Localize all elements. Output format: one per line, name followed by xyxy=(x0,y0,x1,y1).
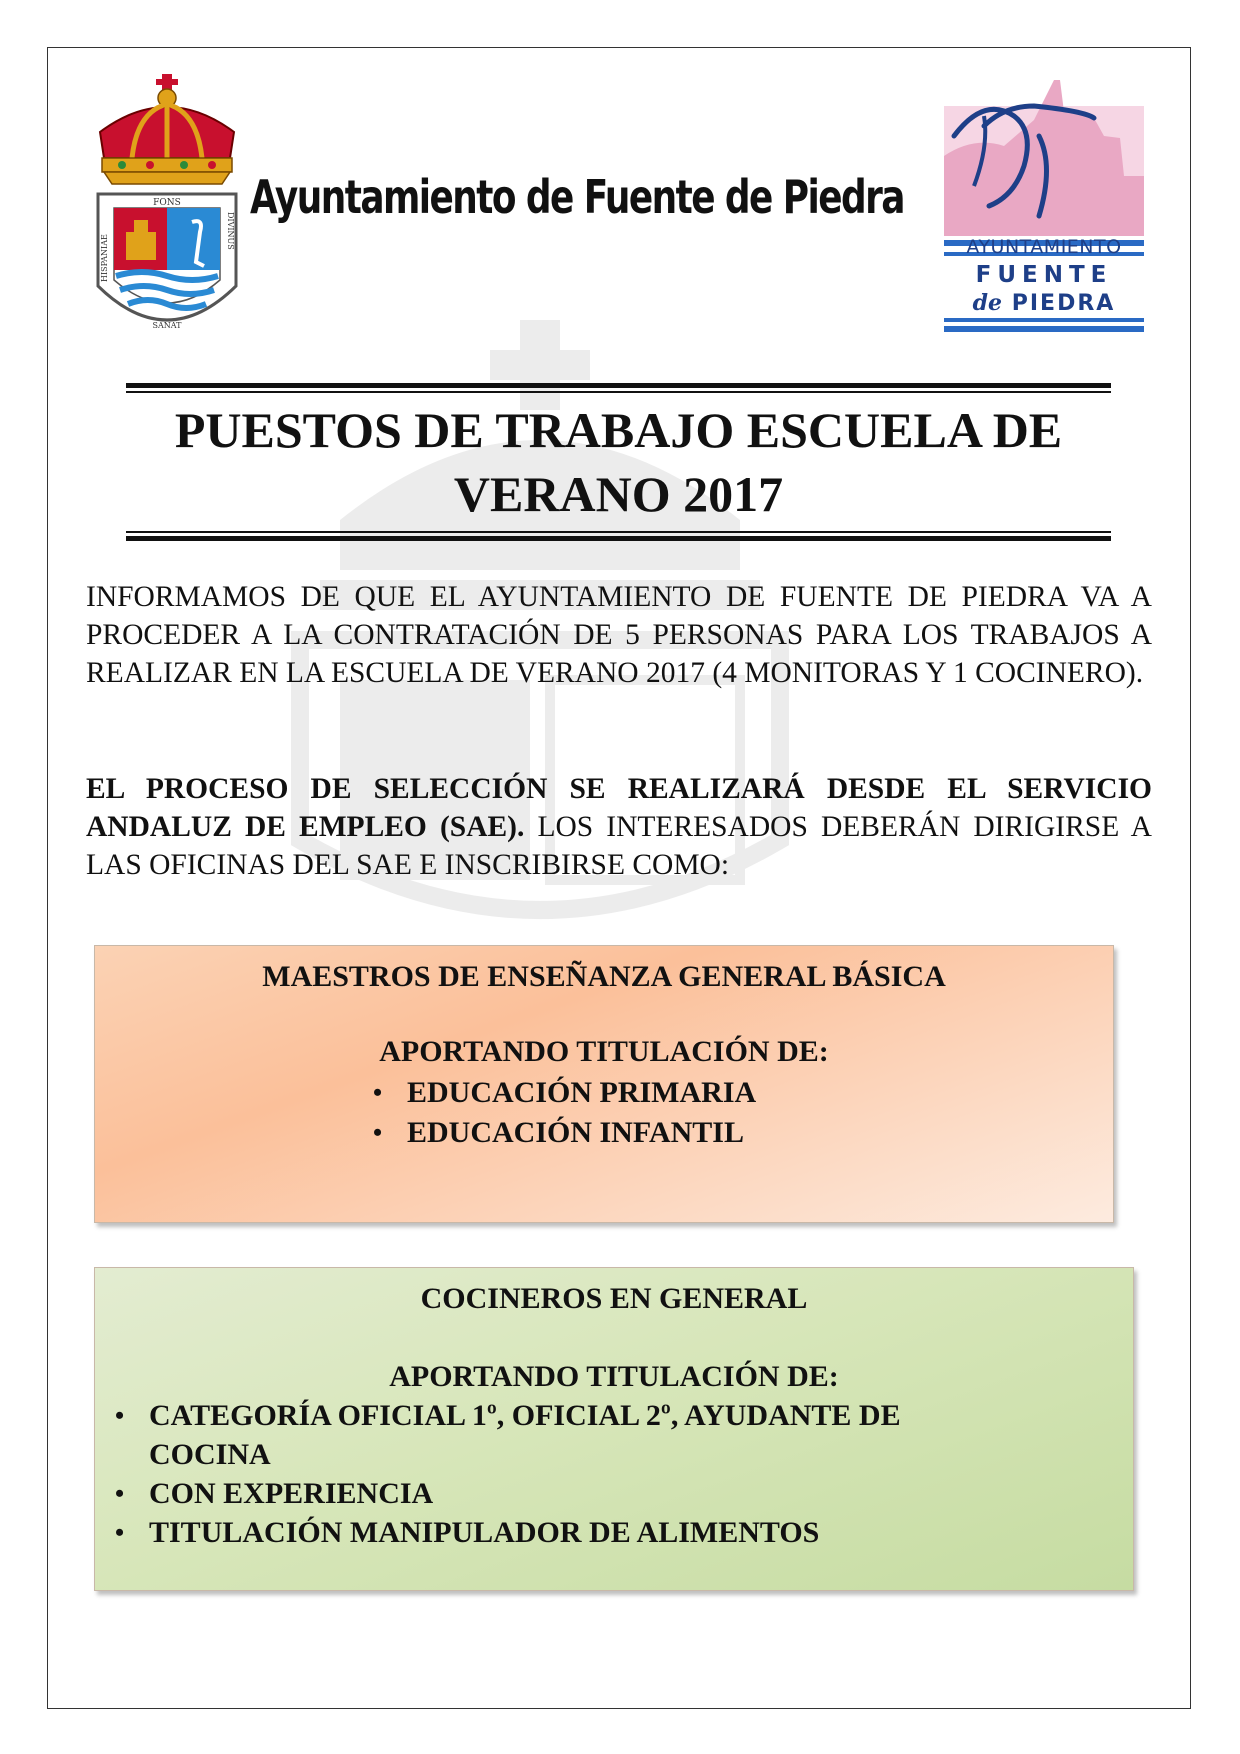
cooks-box xyxy=(94,1267,1134,1591)
logo-text-line3 xyxy=(944,290,1144,316)
list-item: • EDUCACIÓN PRIMARIA xyxy=(407,1073,1113,1113)
page-title-line2: VERANO 2017 xyxy=(453,466,784,522)
list-item: • EDUCACIÓN INFANTIL xyxy=(407,1113,1113,1153)
page-title xyxy=(126,398,1111,526)
title-rule-top xyxy=(126,383,1111,393)
logo-text-de: de xyxy=(972,290,1003,316)
list-item: • TITULACIÓN MANIPULADOR DE ALIMENTOS xyxy=(149,1513,1029,1552)
selection-paragraph xyxy=(86,770,1152,884)
crest-motto-left: HISPANIAE xyxy=(100,234,109,282)
teachers-subheading: APORTANDO TITULACIÓN DE: xyxy=(379,1035,829,1068)
selection-paragraph-bold: EL PROCESO DE SELECCIÓN SE REALIZARÁ DESDE EL SERVICIO ANDALUZ DE EMPLEO (SAE). xyxy=(86,773,1152,843)
list-item: • CON EXPERIENCIA xyxy=(149,1474,1029,1513)
municipal-crest-logo xyxy=(92,72,242,334)
teachers-heading: MAESTROS DE ENSEÑANZA GENERAL BÁSICA xyxy=(262,960,946,993)
logo-text-piedra: PIEDRA xyxy=(1011,291,1116,316)
title-rule-bottom xyxy=(126,531,1111,541)
cooks-subheading: APORTANDO TITULACIÓN DE: xyxy=(389,1360,839,1393)
page-title-line1: PUESTOS DE TRABAJO ESCUELA DE xyxy=(174,402,1063,458)
crest-motto-top: FONS xyxy=(153,198,181,208)
crest-motto-right: DIVINUS xyxy=(226,212,235,250)
cooks-list xyxy=(149,1396,1029,1552)
logo-text-line2: FUENTE xyxy=(975,262,1113,288)
logo-text-line1: AYUNTAMIENTO xyxy=(966,236,1122,258)
municipality-header-title: Ayuntamiento de Fuente de Piedra xyxy=(250,170,904,224)
teachers-list xyxy=(407,1073,1113,1153)
cooks-heading: COCINEROS EN GENERAL xyxy=(420,1282,808,1315)
logo-text xyxy=(944,236,1144,316)
crest-motto-bottom: SANAT xyxy=(152,321,182,330)
intro-paragraph: INFORMAMOS DE QUE EL AYUNTAMIENTO DE FUENTE DE PIEDRA VA A PROCEDER A LA CONTRATACIÓN DE 5 PERSONAS PARA LOS TRABAJOS A REALIZAR EN LA ESCUELA DE VERANO 2017 (4 MONITORAS Y 1 COCINERO). xyxy=(86,581,1152,689)
list-item: • CATEGORÍA OFICIAL 1º, OFICIAL 2º, AYUDANTE DE COCINA xyxy=(149,1396,1029,1474)
teachers-box xyxy=(94,945,1114,1223)
selection-paragraph-rest: LOS INTERESADOS DEBERÁN DIRIGIRSE A LAS OFICINAS DEL SAE E INSCRIBIRSE COMO: xyxy=(86,811,1152,881)
